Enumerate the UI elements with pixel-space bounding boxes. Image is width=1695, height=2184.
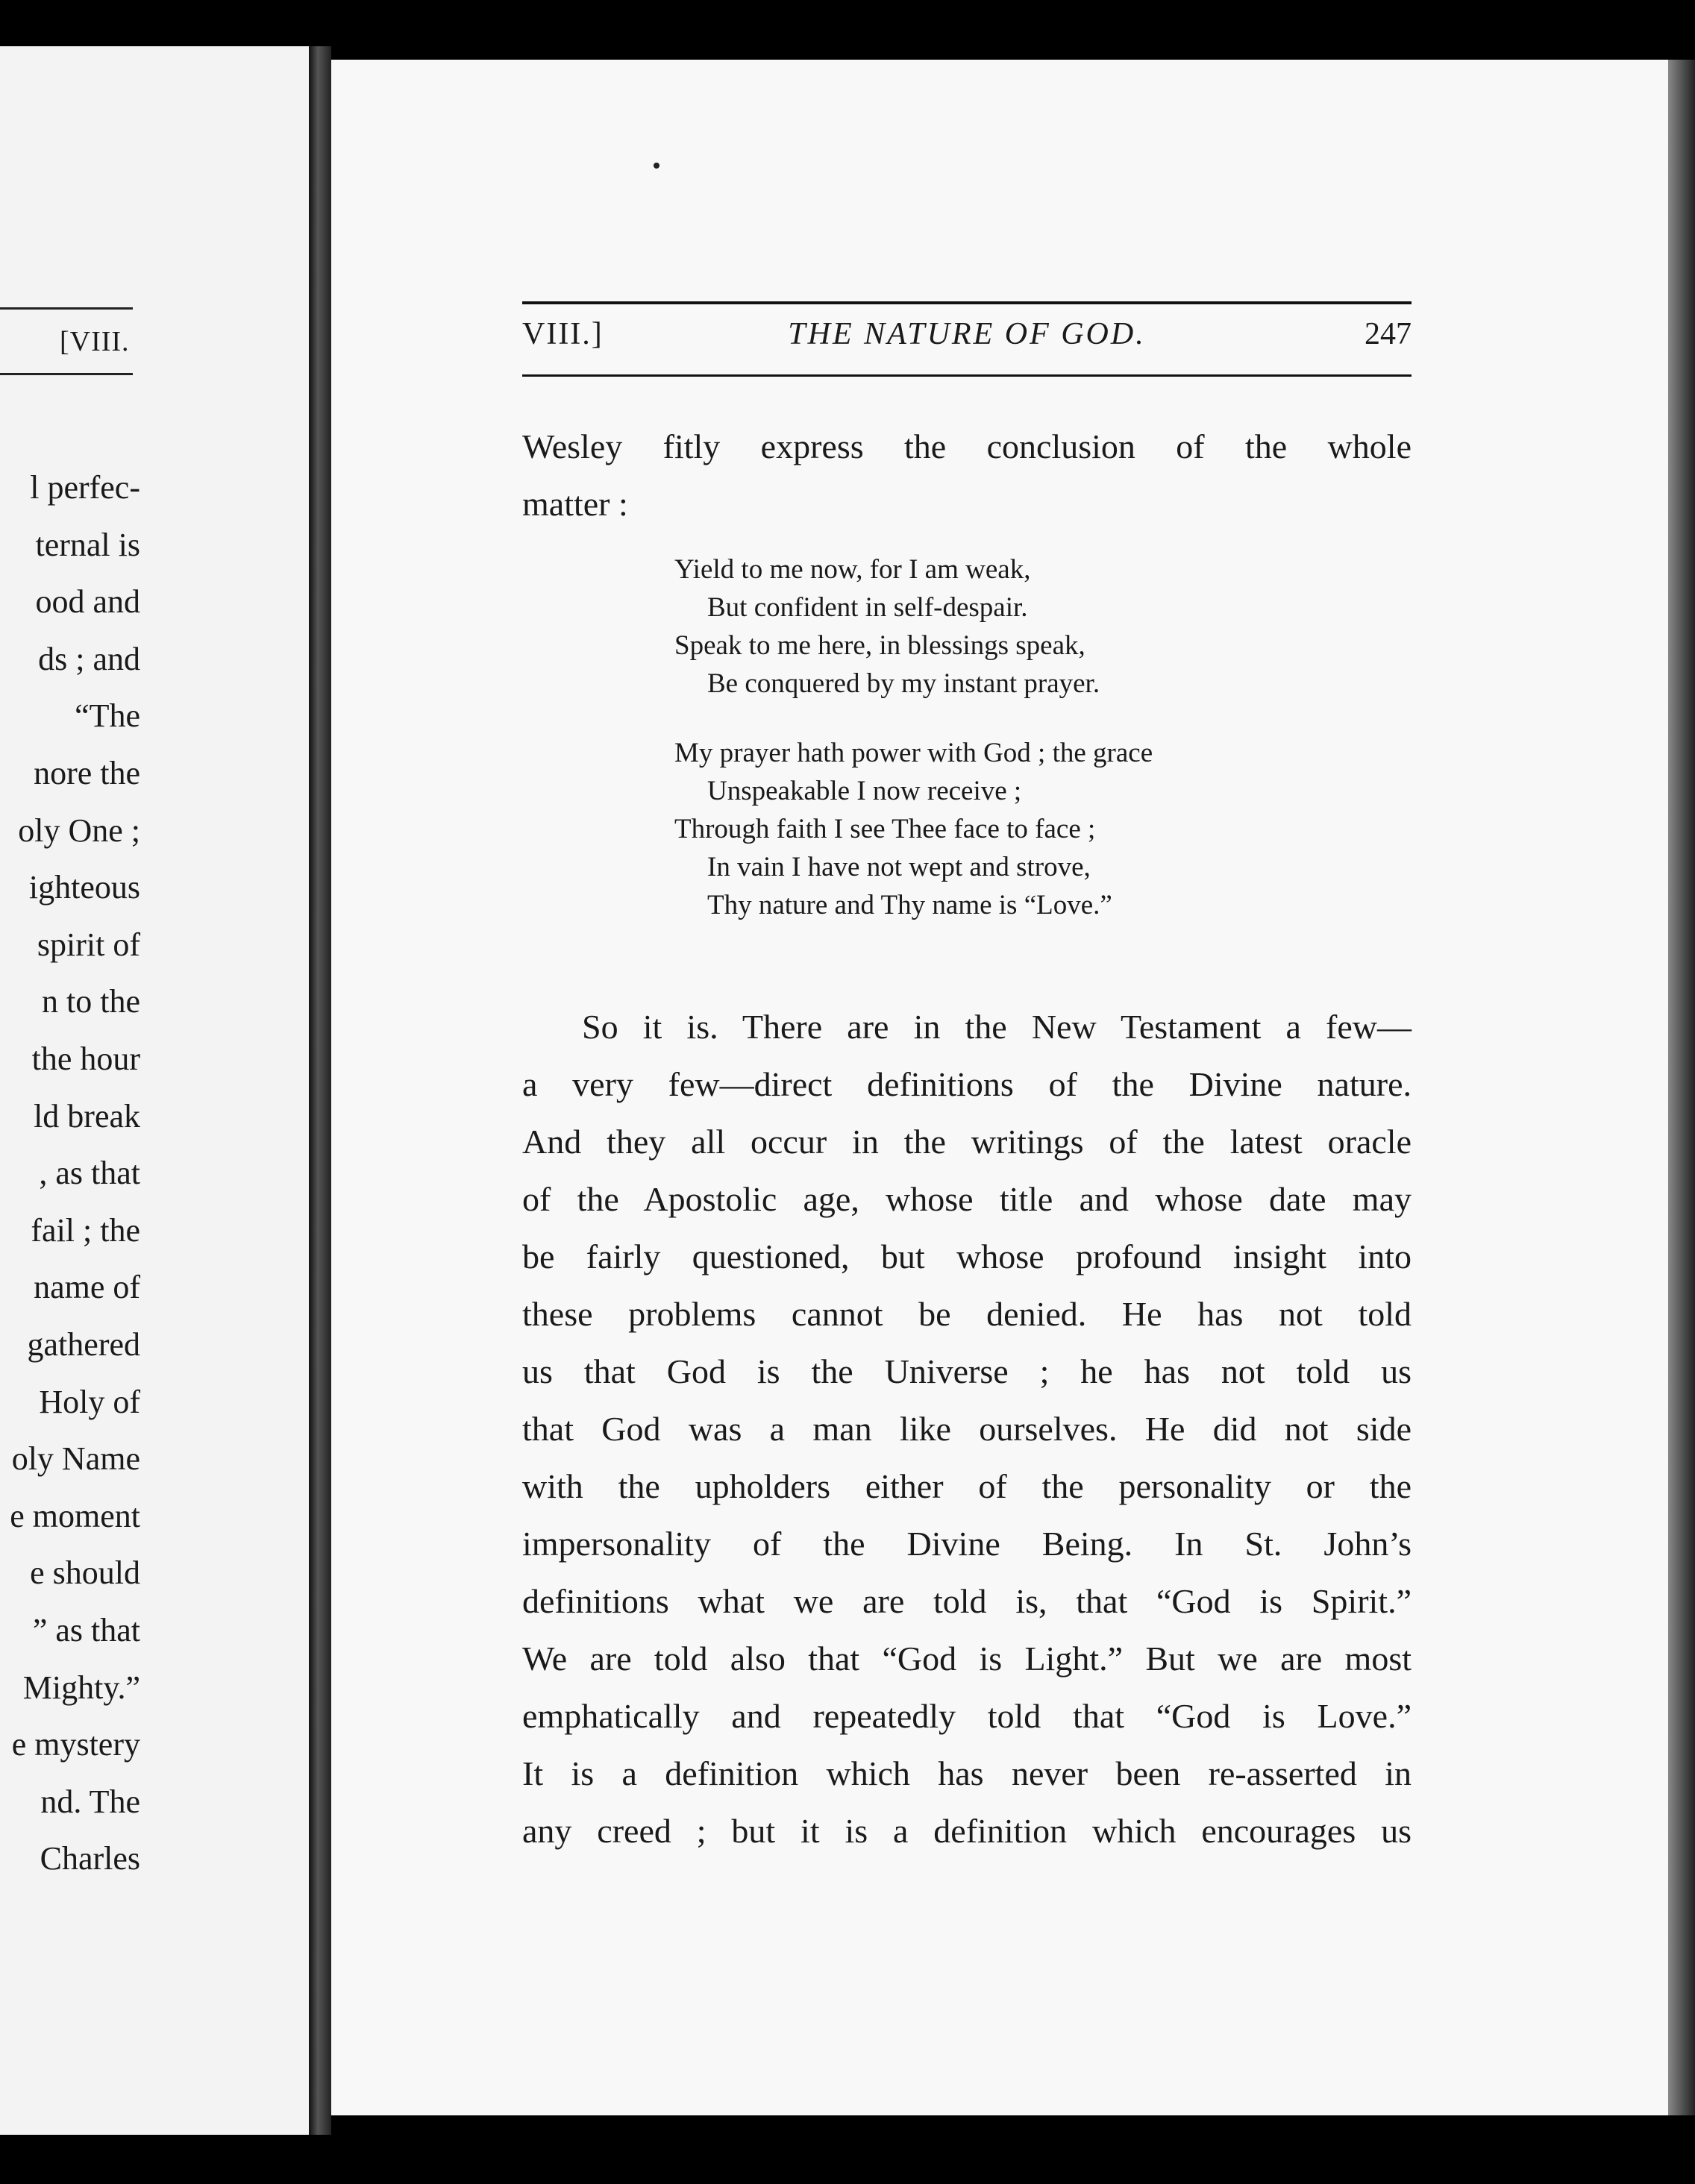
text-line: We are told also that “God is Light.” But we are most xyxy=(522,1639,1412,1678)
poem-line: In vain I have not wept and strove, xyxy=(707,852,1091,882)
left-header-top-rule xyxy=(0,307,133,310)
left-header-bottom-rule xyxy=(0,373,133,375)
chapter-marker: VIII.] xyxy=(522,317,604,351)
text-line: matter : xyxy=(522,485,628,523)
left-page-line: oly Name xyxy=(11,1440,140,1478)
left-page-line: ighteous xyxy=(28,869,140,906)
page-edge xyxy=(1668,60,1695,2115)
poem-line: Through faith I see Thee face to face ; xyxy=(674,814,1096,844)
poem-line: My prayer hath power with God ; the grace xyxy=(674,738,1153,768)
text-line: us that God is the Universe ; he has not told us xyxy=(522,1352,1412,1390)
text-line: definitions what we are told is, that “God is Spirit.” xyxy=(522,1582,1412,1620)
ink-speck xyxy=(654,163,659,169)
poem-line: Thy nature and Thy name is “Love.” xyxy=(707,890,1112,920)
intro-paragraph xyxy=(522,418,1412,533)
body-paragraph xyxy=(522,998,1412,1860)
left-page-line: ld break xyxy=(34,1097,140,1135)
left-page-line: nd. The xyxy=(40,1783,140,1820)
left-page-line: , as that xyxy=(39,1155,140,1192)
left-page-line: nore the xyxy=(34,755,140,791)
left-page-line: ood and xyxy=(35,583,140,621)
text-line: And they all occur in the writings of the latest oracle xyxy=(522,1123,1412,1161)
left-page-line: fail ; the xyxy=(31,1211,140,1249)
left-page-line: l perfec- xyxy=(30,469,140,506)
left-page-line: Charles xyxy=(40,1840,140,1877)
left-page-line: Mighty.” xyxy=(22,1669,140,1706)
header-bottom-rule xyxy=(522,374,1412,377)
left-page-line: “The xyxy=(75,697,140,735)
text-line: these problems cannot be denied. He has not told xyxy=(522,1295,1412,1333)
poem-stanza-1 xyxy=(674,550,1100,703)
poem-stanza-2 xyxy=(674,734,1153,924)
left-page-line: e moment xyxy=(10,1497,140,1534)
text-line: Wesley fitly express the conclusion of the whole xyxy=(522,427,1412,465)
text-line: be fairly questioned, but whose profound insight into xyxy=(522,1237,1412,1275)
poem-line: Be conquered by my instant prayer. xyxy=(707,668,1100,699)
left-page-line: n to the xyxy=(42,983,140,1020)
left-page-line: oly One ; xyxy=(18,812,140,849)
running-title: THE NATURE OF GOD. xyxy=(788,317,1146,351)
text-line: It is a definition which has never been re-asserted in xyxy=(522,1754,1412,1792)
left-page-line: e mystery xyxy=(11,1726,140,1763)
left-page-line: the hour xyxy=(31,1041,140,1077)
poem-line: Speak to me here, in blessings speak, xyxy=(674,630,1085,661)
poem-line: Unspeakable I now receive ; xyxy=(707,776,1022,806)
poem-line: Yield to me now, for I am weak, xyxy=(674,554,1031,585)
left-page-line: e should xyxy=(30,1554,140,1592)
page-number: 247 xyxy=(1365,317,1412,351)
text-line: of the Apostolic age, whose title and whose date may xyxy=(522,1180,1412,1218)
text-line: that God was a man like ourselves. He did not side xyxy=(522,1410,1412,1448)
text-line: a very few—direct definitions of the Divine nature. xyxy=(522,1065,1412,1103)
text-line: emphatically and repeatedly told that “God is Love.” xyxy=(522,1697,1412,1735)
text-line: So it is. There are in the New Testament a few— xyxy=(582,1008,1412,1046)
text-line: impersonality of the Divine Being. In St. John’s xyxy=(522,1525,1412,1563)
book-gutter xyxy=(309,46,331,2135)
left-page xyxy=(0,46,309,2135)
left-page-line: spirit of xyxy=(37,926,140,963)
text-line: any creed ; but it is a definition which encourages us xyxy=(522,1812,1412,1850)
left-page-line: gathered xyxy=(27,1326,140,1363)
running-head xyxy=(522,316,1412,361)
left-running-head: [VIII. xyxy=(60,326,130,357)
left-page-line: ” as that xyxy=(32,1612,140,1648)
header-top-rule xyxy=(522,301,1412,304)
left-page-line: ds ; and xyxy=(38,640,140,677)
poem-line: But confident in self-despair. xyxy=(707,592,1028,623)
left-page-line: name of xyxy=(34,1269,140,1306)
left-page-line: ternal is xyxy=(35,526,140,563)
left-page-line: Holy of xyxy=(39,1383,140,1420)
text-line: with the upholders either of the personality or the xyxy=(522,1467,1412,1505)
